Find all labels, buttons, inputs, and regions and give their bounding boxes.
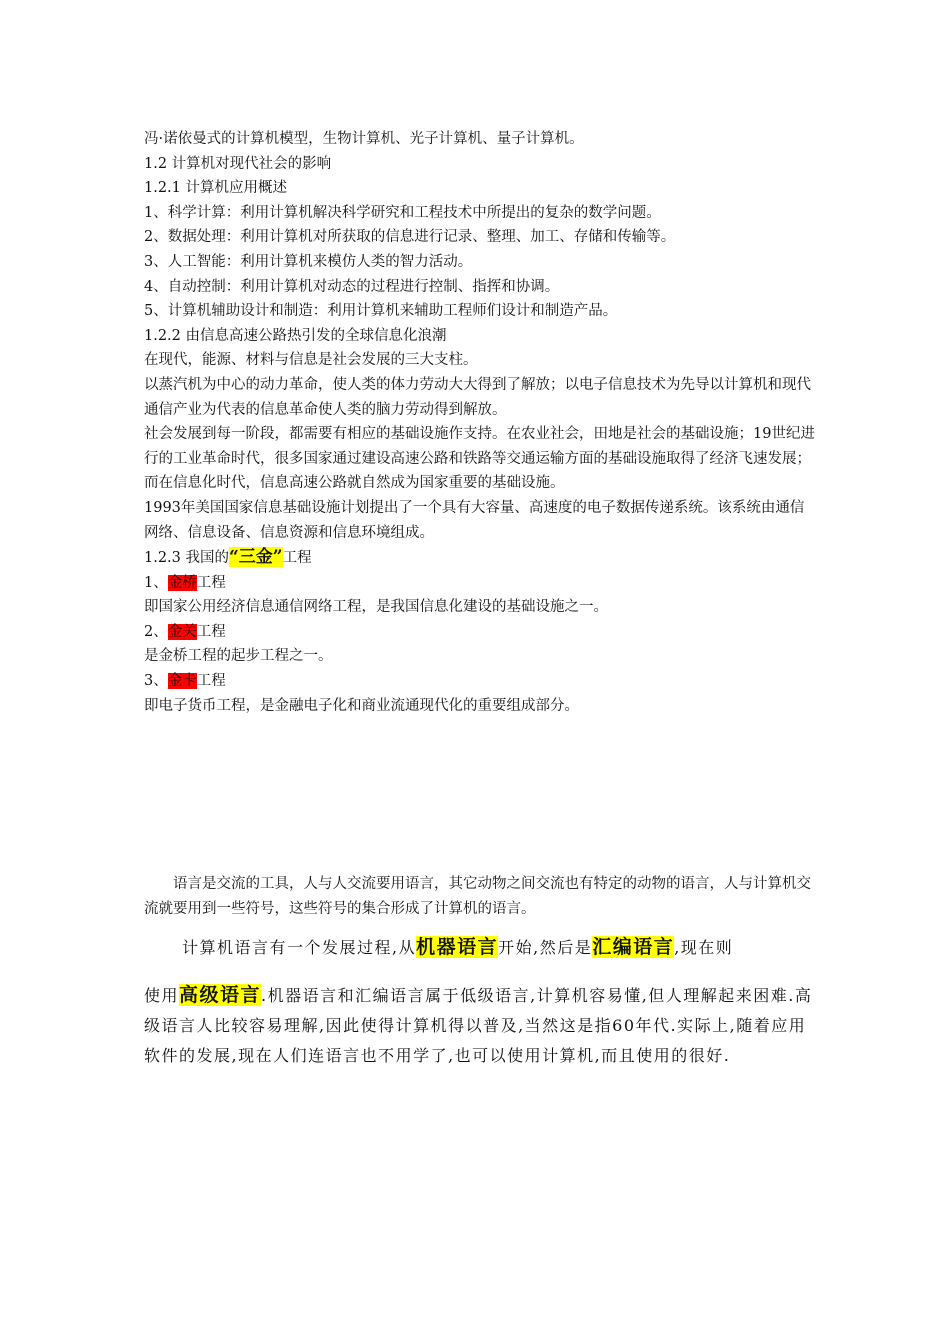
item-number: 2、 (144, 623, 168, 640)
project-title (144, 669, 816, 694)
section-computing-overview (144, 127, 816, 718)
paragraph-infrastructure: 社会发展到每一阶段，都需要有相应的基础设施作支持。在农业社会，田地是社会的基础设施；19世纪进行的工业革命时代，很多国家通过建设高速公路和铁路等交通运输方面的基础设施取得了经济飞速发展；而在信息化时代，信息高速公路就自然成为国家重要的基础设施。 (144, 426, 815, 492)
text-line: 冯·诺依曼式的计算机模型，生物计算机、光子计算机、量子计算机。 (144, 131, 584, 147)
project-desc: 即国家公用经济信息通信网络工程，是我国信息化建设的基础设施之一。 (144, 599, 608, 616)
item-number: 1、 (144, 574, 168, 591)
paragraph-language: 语言是交流的工具，人与人交流要用语言，其它动物之间交流也有特定的动物的语言，人与计算机交流就要用到一些符号，这些符号的集合形成了计算机的语言。 (144, 876, 811, 917)
heading-1-2: 1.2 计算机对现代社会的影响 (144, 155, 332, 172)
heading-1-2-3 (144, 545, 816, 571)
project-desc: 是金桥工程的起步工程之一。 (144, 648, 333, 665)
list-item: 3、人工智能：利用计算机来模仿人类的智力活动。 (144, 253, 473, 270)
project-title (144, 571, 816, 596)
text-span: 使用 (144, 986, 180, 1005)
text-line: 在现代，能源、材料与信息是社会发展的三大支柱。 (144, 352, 478, 369)
item-suffix: 工程 (196, 623, 226, 640)
list-item: 2、数据处理：利用计算机对所获取的信息进行记录、整理、加工、存储和传输等。 (144, 229, 676, 246)
list-item: 1、科学计算：利用计算机解决科学研究和工程技术中所提出的复杂的数学问题。 (144, 204, 661, 221)
highlight-jinqiao: 金桥 (167, 574, 197, 591)
text-span: 计算机语言有一个发展过程,从 (182, 938, 417, 957)
paragraph-1993: 1993年美国国家信息基础设施计划提出了一个具有大容量、高速度的电子数据传递系统。该系统由通信网络、信息设备、信息资源和信息环境组成。 (144, 499, 805, 541)
section-language-intro (144, 872, 816, 922)
text-span: 开始,然后是 (498, 938, 593, 957)
paragraph-revolution: 以蒸汽机为中心的动力革命，使人类的体力劳动大大得到了解放；以电子信息技术为先导以计算机和现代通信产业为代表的信息革命使人类的脑力劳动得到解放。 (144, 376, 811, 418)
item-number: 3、 (144, 673, 168, 690)
development-line-1 (182, 930, 733, 965)
highlight-assembly-language: 汇编语言 (592, 936, 675, 958)
highlight-jinka: 金卡 (167, 673, 197, 690)
item-suffix: 工程 (196, 574, 226, 591)
heading-suffix: 工程 (282, 550, 312, 567)
highlight-jinguan: 金关 (167, 623, 197, 640)
heading-1-2-1: 1.2.1 计算机应用概述 (144, 180, 288, 197)
heading-1-2-2: 1.2.2 由信息高速公路热引发的全球信息化浪潮 (144, 327, 447, 344)
list-item: 4、自动控制：利用计算机对动态的过程进行控制、指挥和协调。 (144, 278, 560, 295)
heading-prefix: 1.2.3 我国的 (144, 550, 230, 567)
text-span: .机器语言和汇编语言属于低级语言,计算机容易懂,但人理解起来困难.高级语言人比较容易理解,因此使得计算机得以普及,当然这是指60年代.实际上,随着应用软件的发展,现在人们连语言也不用学了,也可以使用计算机,而且使用的很好. (144, 986, 813, 1065)
highlight-machine-language: 机器语言 (416, 936, 499, 958)
project-title (144, 620, 816, 645)
highlight-high-level-language: 高级语言 (179, 984, 262, 1006)
project-desc: 即电子货币工程，是金融电子化和商业流通现代化的重要组成部分。 (144, 697, 579, 714)
highlight-three-gold: “三金” (229, 547, 283, 568)
text-span: ,现在则 (674, 938, 734, 957)
development-rest (144, 980, 816, 1071)
list-item: 5、计算机辅助设计和制造：利用计算机来辅助工程师们设计和制造产品。 (144, 303, 618, 320)
item-suffix: 工程 (196, 673, 226, 690)
